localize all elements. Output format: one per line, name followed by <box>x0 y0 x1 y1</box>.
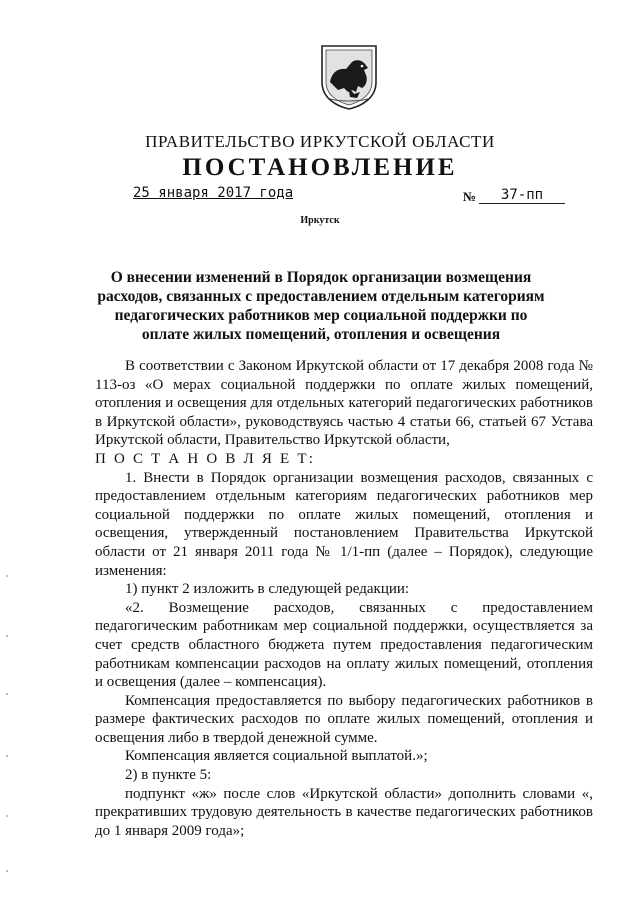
quote-paragraph-2: Компенсация предоставляется по выбору педагогических работников в размере фактических расходов по оплате жилых помещений, отопления и освещения либо в твердой денежной сумме. <box>95 692 593 746</box>
number-label: № <box>463 189 477 204</box>
coat-of-arms-icon <box>318 42 380 110</box>
item-1-paragraph: 1. Внести в Порядок организации возмещения расходов, связанных с предоставлением отдельным категориям педагогических работников мер социальной поддержки по оплате жилых помещений, отопления и освещения, утвержденный постановлением Правительства Иркутской области от 21 января 2011 года № 1/1-пп (далее – Порядок), следующие изменения: <box>95 469 593 579</box>
city-name: Иркутск <box>300 215 340 226</box>
document-body <box>95 357 593 840</box>
document-title: О внесении изменений в Порядок организации возмещения расходов, связанных с предоставлением отдельным категориям педагогических работников мер социальной поддержки по оплате жилых помещений, отопления и освещения <box>97 269 545 343</box>
subitem-1-paragraph: 1) пункт 2 изложить в следующей редакции: <box>125 581 410 598</box>
subitem-2-paragraph: 2) в пункте 5: <box>125 767 212 784</box>
subitem-2a-paragraph: подпункт «ж» после слов «Иркутской области» дополнить словами «, прекративших трудовую деятельность в качестве педагогических работников до 1 января 2009 года»; <box>95 785 593 839</box>
quote-paragraph-1: «2. Возмещение расходов, связанных с предоставлением педагогическим работникам мер социальной поддержки, осуществляется за счет средств областного бюджета путем предоставления педагогическим работникам компенсации расходов на оплату жилых помещений, отопления и освещения (далее – компенсация). <box>95 599 593 691</box>
scan-margin-dots <box>6 575 8 875</box>
resolves-heading: П О С Т А Н О В Л Я Е Т: <box>95 450 316 467</box>
decree-date-text: 25 января 2017 года <box>133 185 294 201</box>
quote-paragraph-3: Компенсация является социальной выплатой.»; <box>125 748 428 765</box>
document-type: ПОСТАНОВЛЕНИЕ <box>182 154 458 181</box>
decree-date <box>133 185 293 201</box>
government-name: ПРАВИТЕЛЬСТВО ИРКУТСКОЙ ОБЛАСТИ <box>145 132 495 151</box>
decree-number: 37-пп <box>479 187 565 204</box>
preamble-paragraph: В соответствии с Законом Иркутской области от 17 декабря 2008 года № 113-оз «О мерах социальной поддержки по оплате жилых помещений, отопления и освещения для отдельных категорий педагогических работников в Иркутской области», руководствуясь частью 4 статьи 66, статьей 67 Устава Иркутской области, Правительство Иркутской области, <box>95 358 593 449</box>
